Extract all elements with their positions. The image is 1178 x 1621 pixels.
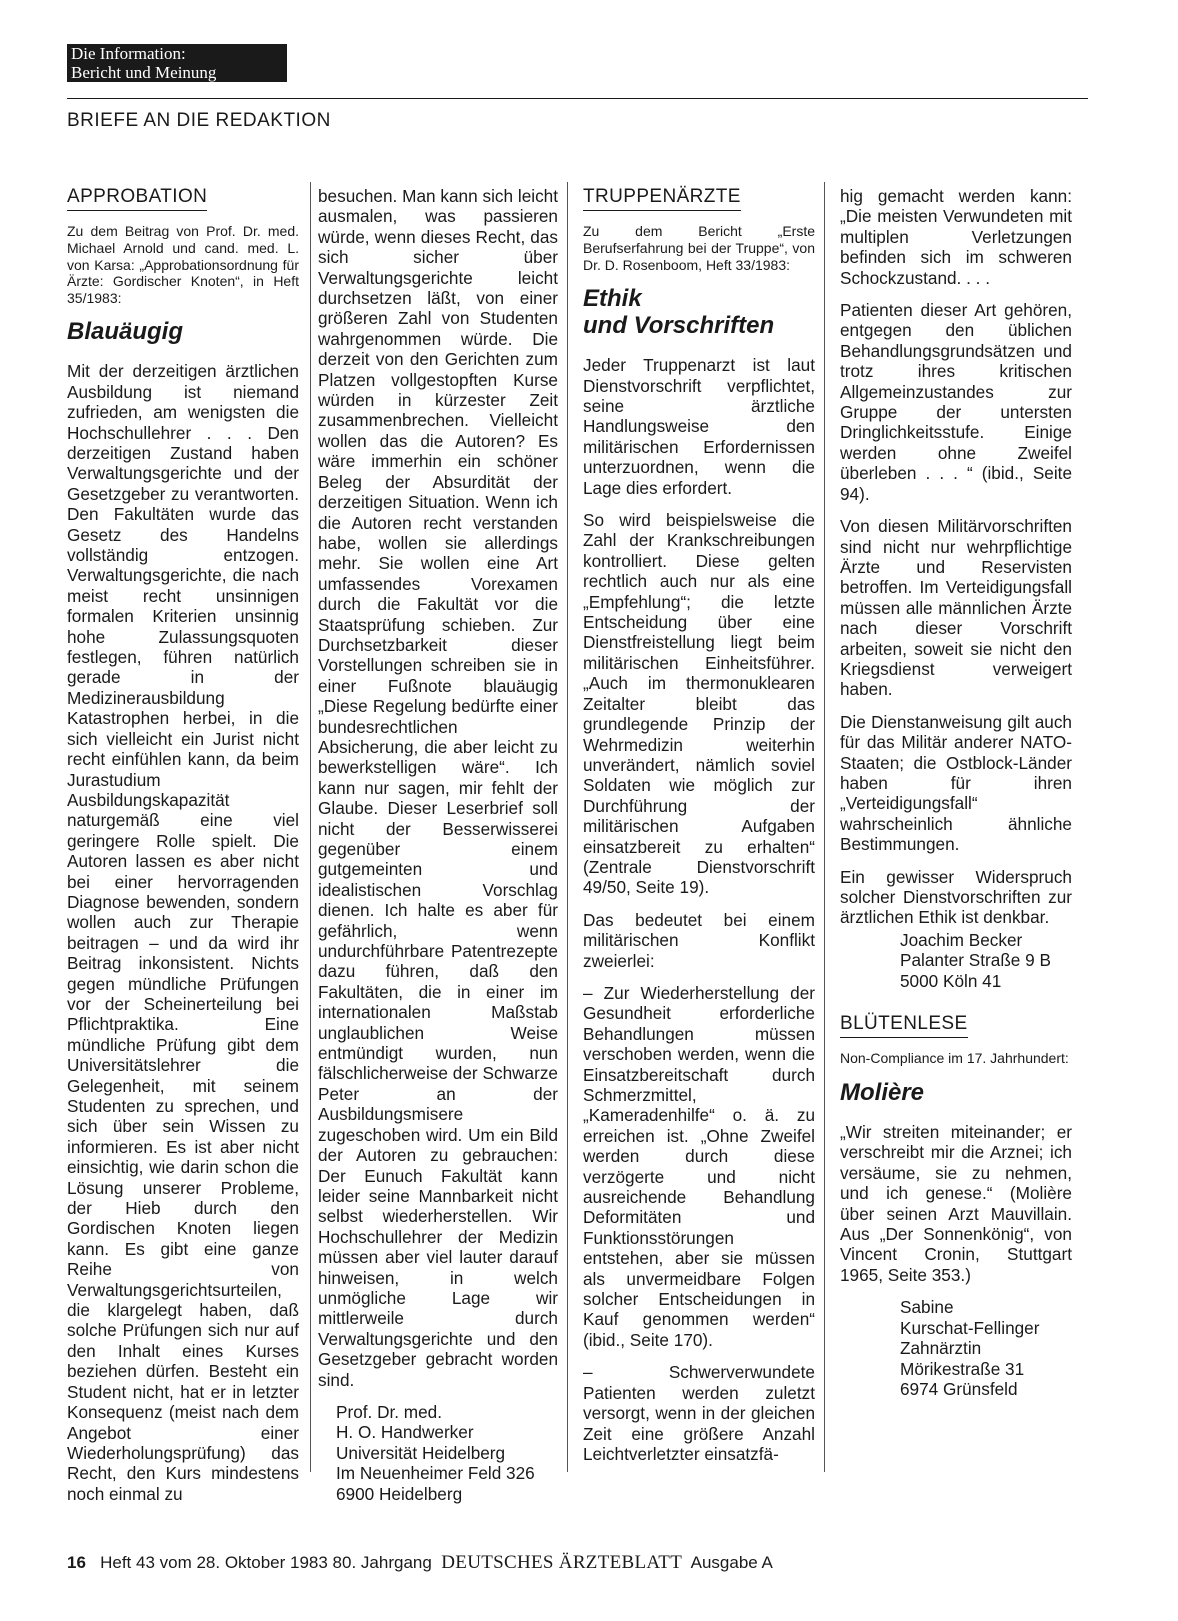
publication-name: DEUTSCHES ÄRZTEBLATT	[441, 1552, 683, 1573]
signature-line: H. O. Handwerker	[336, 1422, 474, 1443]
signature-line: Palanter Straße 9 B	[900, 950, 1051, 971]
signature-line: Prof. Dr. med.	[336, 1401, 443, 1422]
column-4	[840, 186, 1072, 1399]
article-paragraph: Patienten dieser Art gehören, entgegen den üblichen Behandlungsgrundsätzen und trotz ihres kritischen Allgemeinzustandes zur Gruppe der untersten Dringlichkeitsstufe. Einige werden ohne Zweifel überleben . . . “ (ibid., Seite 94).	[840, 300, 1072, 504]
page-footer	[67, 1552, 773, 1574]
signature	[900, 1297, 1072, 1399]
signature-line: Kurschat-Fellinger	[900, 1317, 1040, 1338]
column-1	[67, 186, 299, 1504]
article-intro: Non-Compliance im 17. Jahrhundert:	[840, 1050, 1069, 1067]
headline-line: und Vorschriften	[583, 312, 775, 340]
signature-line: Sabine	[900, 1297, 954, 1318]
article-headline: Blauäugig	[67, 318, 184, 346]
article-intro: Zu dem Beitrag von Prof. Dr. med. Michael Arnold und cand. med. L. von Karsa: „Approbationsordnung für Ärzte: Gordischer Knoten“, in Heft 35/1983:	[67, 223, 299, 306]
kicker: BRIEFE AN DIE REDAKTION	[67, 110, 331, 131]
article-paragraph: Die Dienstanweisung gilt auch für das Militär anderer NATO-Staaten; die Ostblock-Länder haben für ihren „Verteidigungsfall“ wahrscheinlich ähnliche Bestimmungen.	[840, 711, 1072, 855]
article-body: besuchen. Man kann sich leicht ausmalen, was passieren würde, wenn dieses Recht, das sich sicher über Verwaltungsgerichte leicht durchsetzen läßt, von einer größeren Zahl von Studenten wahrgenommen würde. Die derzeit von den Gerichten zum Platzen vollgestopften Kurse würden in kürzester Zeit zusammenbrechen. Vielleicht wollen das die Autoren? Es wäre immerhin ein schöner Beleg der Absurdität der derzeitigen Situation. Wenn ich die Autoren recht verstanden habe, wollen sie allerdings mehr. Sie wollen eine Art umfassendes Vorexamen durch die Fakultät vor die Staatsprüfung schieben. Zur Durchsetzbarkeit dieser Vorstellungen schreiben sie in einer Fußnote blauäugig „Diese Regelung bedürfte einer bundesrechtlichen Absicherung, die aber leicht zu bewerkstelligen wäre“. Ich kann nur sagen, mir fehlt der Glaube. Dieser Leserbrief soll nicht der Besserwisserei gegenüber einem gutgemeinten und idealistischen Vorschlag dienen. Ich halte es aber für gefährlich, wenn undurchführbare Patentrezepte dazu führen, daß den Fakultäten, die in einer im internationalen Maßstab unglaublichen Weise entmündigt wurden, nun fälschlicherweise der Schwarze Peter an der Ausbildungsmisere zugeschoben wird. Um ein Bild der Autoren zu gebrauchen: Der Eunuch Fakultät kann leider seine Mannbarkeit nicht selbst wiederherstellen. Wir Hochschullehrer der Medizin müssen aber viel lauter darauf hinweisen, in welch unmögliche Lage wir mittlerweile durch Verwaltungsgerichte und den Gesetzgeber gebracht worden sind.	[318, 186, 558, 1390]
signature-line: Im Neuenheimer Feld 326	[336, 1463, 535, 1484]
article-paragraph: Das bedeutet bei einem militärischen Konflikt zweierlei:	[583, 909, 815, 971]
signature-line: Universität Heidelberg	[336, 1442, 506, 1463]
article-headline	[583, 285, 815, 339]
section-heading-truppenaerzte: TRUPPENÄRZTE	[583, 187, 741, 211]
signature-line: 6974 Grünsfeld	[900, 1378, 1018, 1399]
section-tag-line1: Die Information:	[71, 44, 186, 63]
signature-line: 6900 Heidelberg	[336, 1483, 463, 1504]
article-intro: Zu dem Bericht „Erste Berufserfahrung bei der Truppe“, von Dr. D. Rosenboom, Heft 33/1983:	[583, 223, 815, 273]
column-divider	[824, 182, 825, 1472]
section-heading-bluetenlese: BLÜTENLESE	[840, 1014, 968, 1038]
section-tag	[67, 44, 287, 82]
signature-line: Joachim Becker	[900, 929, 1023, 950]
section-heading-approbation: APPROBATION	[67, 187, 207, 211]
column-3	[583, 186, 815, 1464]
page-number: 16	[67, 1553, 86, 1572]
top-rule	[67, 98, 1088, 99]
column-divider	[567, 182, 568, 1472]
article-headline: Molière	[840, 1079, 925, 1107]
article-paragraph: „Wir streiten miteinander; er verschreibt mir die Arznei; ich versäume, sie zu nehmen, und ich genese.“ (Molière über seinen Arzt Mauvillain. Aus „Der Sonnenkönig“, von Vincent Cronin, Stuttgart 1965, Seite 353.)	[840, 1122, 1072, 1285]
headline-line: Ethik	[583, 285, 642, 313]
issue-info: Heft 43 vom 28. Oktober 1983 80. Jahrgang	[100, 1553, 432, 1572]
article-paragraph: Ein gewisser Widerspruch solcher Dienstvorschriften zur ärztlichen Ethik ist denkbar.	[840, 866, 1072, 928]
signature-line: Mörikestraße 31	[900, 1358, 1025, 1379]
article-paragraph: – Schwerverwundete Patienten werden zuletzt versorgt, wenn in der gleichen Zeit eine größere Anzahl Leichtverletzter einsatzfä-	[583, 1362, 815, 1464]
signature-line: Zahnärztin	[900, 1338, 982, 1359]
article-paragraph: Jeder Truppenarzt ist laut Dienstvorschrift verpflichtet, seine ärztliche Handlungsweise den militärischen Erfordernissen unterzuordnen, wenn die Lage dies erfordert.	[583, 355, 815, 498]
column-2	[318, 186, 558, 1504]
article-paragraph: – Zur Wiederherstellung der Gesundheit erforderliche Behandlungen müssen verschoben werden, wenn die Einsatzbereitschaft durch Schmerzmittel, „Kameradenhilfe“ o. ä. zu erreichen ist. „Ohne Zweifel werden durch diese verzögerte und nicht ausreichende Behandlung Deformitäten und Funktionsstörungen entstehen, aber sie müssen als unvermeidbare Folgen solcher Entscheidungen in Kauf genommen werden“ (ibid., Seite 170).	[583, 982, 815, 1350]
signature	[900, 930, 1072, 991]
section-tag-line2: Bericht und Meinung	[71, 63, 217, 82]
article-paragraph: So wird beispielsweise die Zahl der Krankschreibungen kontrolliert. Diese gelten rechtlich auch nur als eine „Empfehlung“; die letzte Entscheidung über eine Dienstfreistellung liegt beim militärischen Einheitsführer. „Auch im thermonuklearen Zeitalter bleibt das grundlegende Prinzip der Wehrmedizin weiterhin unverändert, nämlich soviel Soldaten wie möglich zur Durchführung der militärischen Aufgaben einsatzbereit zu erhalten“ (Zentrale Dienstvorschrift 49/50, Seite 19).	[583, 510, 815, 898]
signature-line: 5000 Köln 41	[900, 970, 1002, 991]
column-divider	[310, 182, 311, 1472]
article-paragraph: hig gemacht werden kann: „Die meisten Verwundeten mit multiplen Verletzungen befinden sich im schweren Schockzustand. . . .	[840, 186, 1072, 288]
signature	[336, 1402, 558, 1504]
article-body: Mit der derzeitigen ärztlichen Ausbildung ist niemand zufrieden, am wenigsten die Hochschullehrer . . . Den derzeitigen Zustand haben Verwaltungsgerichte und der Gesetzgeber zu verantworten. Den Fakultäten wurde das Gesetz des Handelns vollständig entzogen. Verwaltungsgerichte, die nach meist recht unsinnigen formalen Kriterien unsinnig hohe Zulassungsquoten festlegen, führen natürlich gerade in der Medizinerausbildung Katastrophen herbei, in die sich vielleicht ein Jurist nicht recht einfühlen kann, da beim Jurastudium Ausbildungskapazität naturgemäß eine viel geringere Rolle spielt. Die Autoren lassen es aber nicht bei einer hervorragenden Diagnose bewenden, sondern wollen auch zur Therapie beitragen – und da wird ihr Beitrag inkonsistent. Nichts gegen mündliche Prüfungen vor der Scheinerteilung bei Pflichtpraktika. Eine mündliche Prüfung gibt dem Universitätslehrer die Gelegenheit, mit seinem Studenten zu sprechen, und sich über sein Wissen zu informieren. Es ist aber nicht einsichtig, wie darin schon die Lösung unserer Probleme, der Hieb durch den Gordischen Knoten liegen kann. Es gibt eine ganze Reihe von Verwaltungsgerichtsurteilen, die klargelegt haben, daß solche Prüfungen sich nur auf den Inhalt eines Kurses beziehen dürfen. Besteht ein Student nicht, hat er in letzter Konsequenz (meist nach dem Angebot einer Wiederholungsprüfung) das Recht, den Kurs mindestens noch einmal zu	[67, 361, 299, 1504]
article-paragraph: Von diesen Militärvorschriften sind nicht nur wehrpflichtige Ärzte und Reservisten betroffen. Im Verteidigungsfall müssen alle männlichen Ärzte nach dieser Vorschrift arbeiten, soweit sie nicht den Kriegsdienst verweigert haben.	[840, 516, 1072, 700]
edition: Ausgabe A	[690, 1553, 773, 1572]
